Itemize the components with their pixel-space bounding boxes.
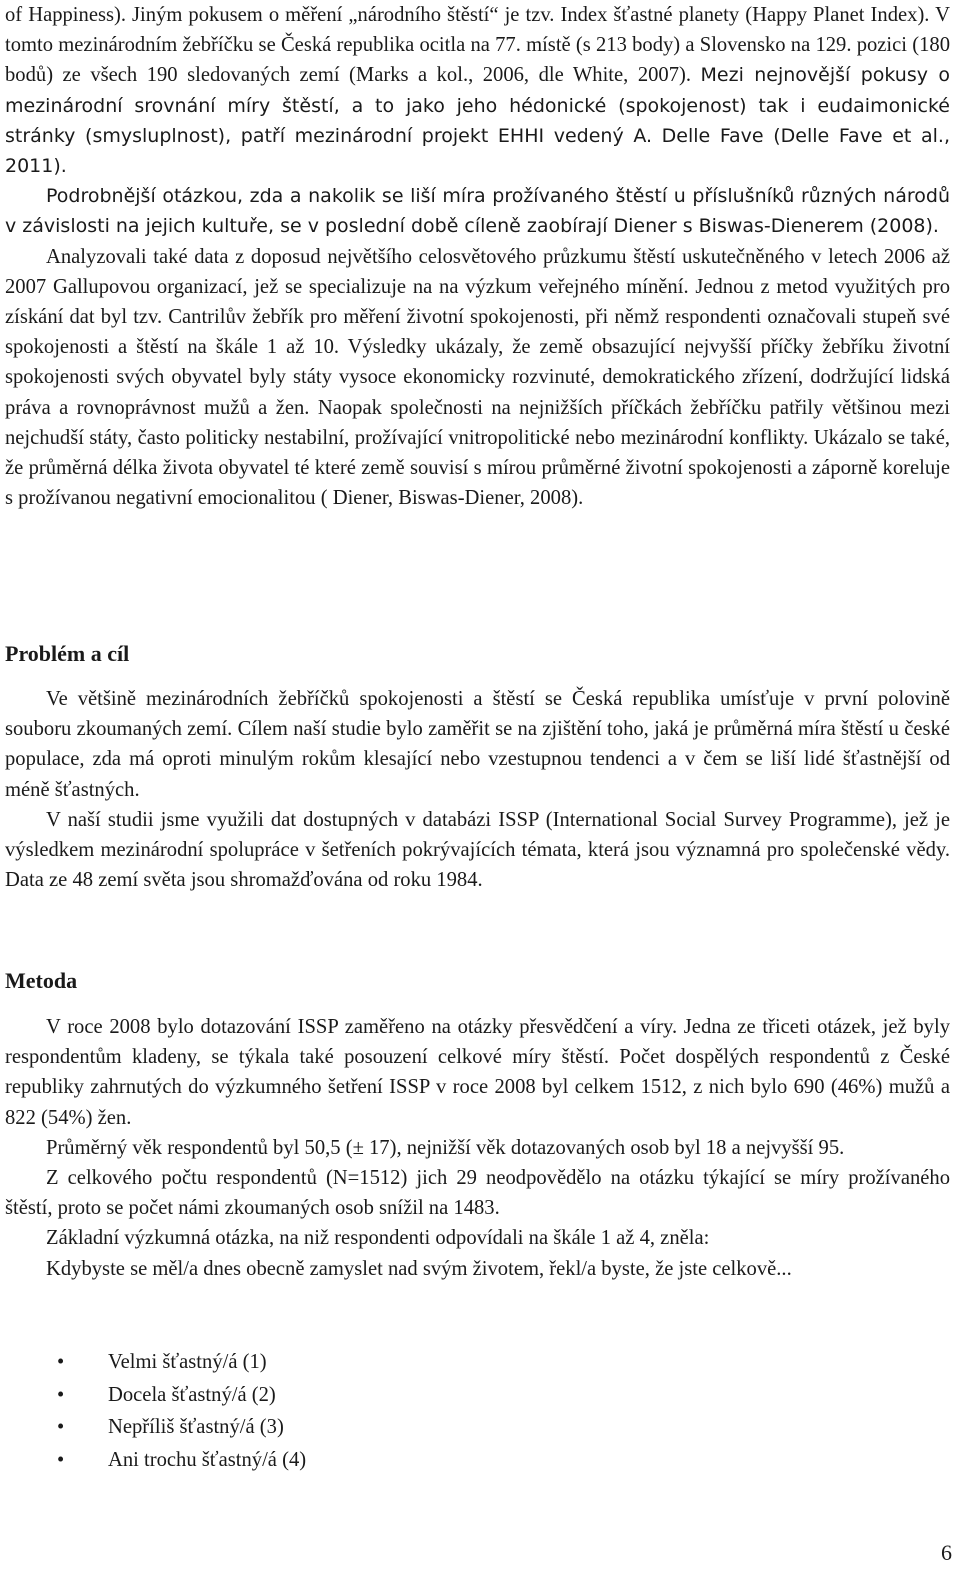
method-section [5,1012,950,1284]
intro-paragraph-3: Analyzovali také data z doposud největšího celosvětového průzkumu štěstí uskutečněného v letech 2006 až 2007 Gallupovou organizací, jež se specializuje na na výzkum veřejného mínění. Jednou z metod využitých pro získání dat byl tzv. Cantrilův žebřík pro měření životní spokojenosti, při němž respondenti označovali stupeň své spokojenosti a štěstí na škále 1 až 10. Výsledky ukázaly, že země obsazující nejvyšší příčky žebříku životní spokojenosti svých obyvatel byly státy vysoce ekonomicky rozvinuté, demokratického zřízení, dodržující lidská práva a rovnoprávnost mužů a žen. Naopak společnosti na nejnižších příčkách žebříčku patřily většinou mezi nejchudší státy, často politicky nestabilní, prožívající vnitropolitické nebo mezinárodní konflikty. Ukázalo se také, že průměrná délka života obyvatel té které země souvisí s mírou průměrné životní spokojenosti a záporně koreluje s prožívanou negativní emocionalitou ( Diener, Biswas-Diener, 2008). [5,245,950,510]
answer-option-4: Ani trochu šťastný/á (4) [108,1448,307,1471]
method-paragraph-1: V roce 2008 bylo dotazování ISSP zaměřeno na otázky přesvědčení a víry. Jedna ze třiceti otázek, jež byly respondentům kladeny, se týkala také posouzení celkové míry štěstí. Počet dospělých respondentů z České republiky zahrnutých do výzkumného šetření ISSP v roce 2008 byl celkem 1512, z nich bylo 690 (46%) mužů a 822 (54%) žen. [5,1016,950,1129]
section-heading-method: Metoda [5,968,78,993]
problem-paragraph-1: Ve většině mezinárodních žebříčků spokojenosti a štěstí se Česká republika umísťuje v první polovině souboru zkoumaných zemí. Cílem naší studie bylo zaměřit se na zjištění toho, jaká je průměrná míra štěstí u české populace, zda má oproti minulým rokům klesající nebo vzestupnou tendenci a v čem se liší lidé šťastnější od méně šťastných. [5,688,950,801]
bullet-icon: • [57,1383,65,1406]
page-number: 6 [941,1540,952,1565]
intro-paragraph-1 [5,0,950,181]
method-paragraph-4: Základní výzkumná otázka, na niž respondenti odpovídali na škále 1 až 4, zněla: [46,1227,710,1250]
bullet-icon: • [57,1416,65,1438]
intro-section [5,0,950,513]
section-heading-problem: Problém a cíl [5,641,130,666]
method-paragraph-2: Průměrný věk respondentů byl 50,5 (± 17), nejnižší věk dotazovaných osob byl 18 a nejvyšší 95. [46,1136,845,1159]
intro-paragraph-1-part-a: of Happiness). Jiným pokusem o měření „národního štěstí“ je tzv. Index šťastné planety (Happy Planet Index). V tomto mezinárodním žebříčku se Česká republika ocitla na 77. místě (s 213 body) a Slovensko na 129. pozici (180 bodů) ze všech 190 sledovaných zemí (Marks a kol., 2006, dle White, 2007). [5,4,950,87]
bullet-icon: • [57,1448,65,1471]
intro-paragraph-1-part-b: Mezi nejnovější pokusy o mezinárodní srovnání míry štěstí, a to jako jeho hédonické (spokojenost) tak i eudaimonické stránky (smysluplnost), patří mezinárodní projekt EHHI vedený A. Delle Fave (Delle Fave et al., 2011). [5,64,950,178]
answer-option-2: Docela šťastný/á (2) [108,1383,276,1406]
problem-paragraph-2: V naší studii jsme využili dat dostupných v databázi ISSP (International Social Survey Programme), jež je výsledkem mezinárodní spolupráce v šetřeních pokrývajících témata, která jsou významná pro společenské vědy. Data ze 48 zemí světa jsou shromažďována od roku 1984. [5,808,950,892]
answer-option-1: Velmi šťastný/á (1) [108,1351,267,1373]
list-item [5,1411,306,1444]
bullet-icon: • [57,1351,65,1373]
list-item [5,1444,306,1477]
list-item [5,1346,306,1379]
intro-paragraph-2: Podrobnější otázkou, zda a nakolik se liší míra prožívaného štěstí u příslušníků různých národů v závislosti na jejich kultuře, se v poslední době cíleně zaobírají Diener s Biswas-Dienerem (2008). [5,185,950,238]
method-paragraph-3: Z celkového počtu respondentů (N=1512) jich 29 neodpovědělo na otázku týkající se míry prožívaného štěstí, proto se počet námi zkoumaných osob snížil na 1483. [5,1167,950,1220]
method-paragraph-5: Kdybyste se měl/a dnes obecně zamyslet nad svým životem, řekl/a byste, že jste celkově... [46,1257,792,1280]
answer-options-list [5,1346,306,1476]
list-item [5,1379,306,1412]
problem-section [5,684,950,895]
answer-option-3: Nepříliš šťastný/á (3) [108,1416,284,1438]
